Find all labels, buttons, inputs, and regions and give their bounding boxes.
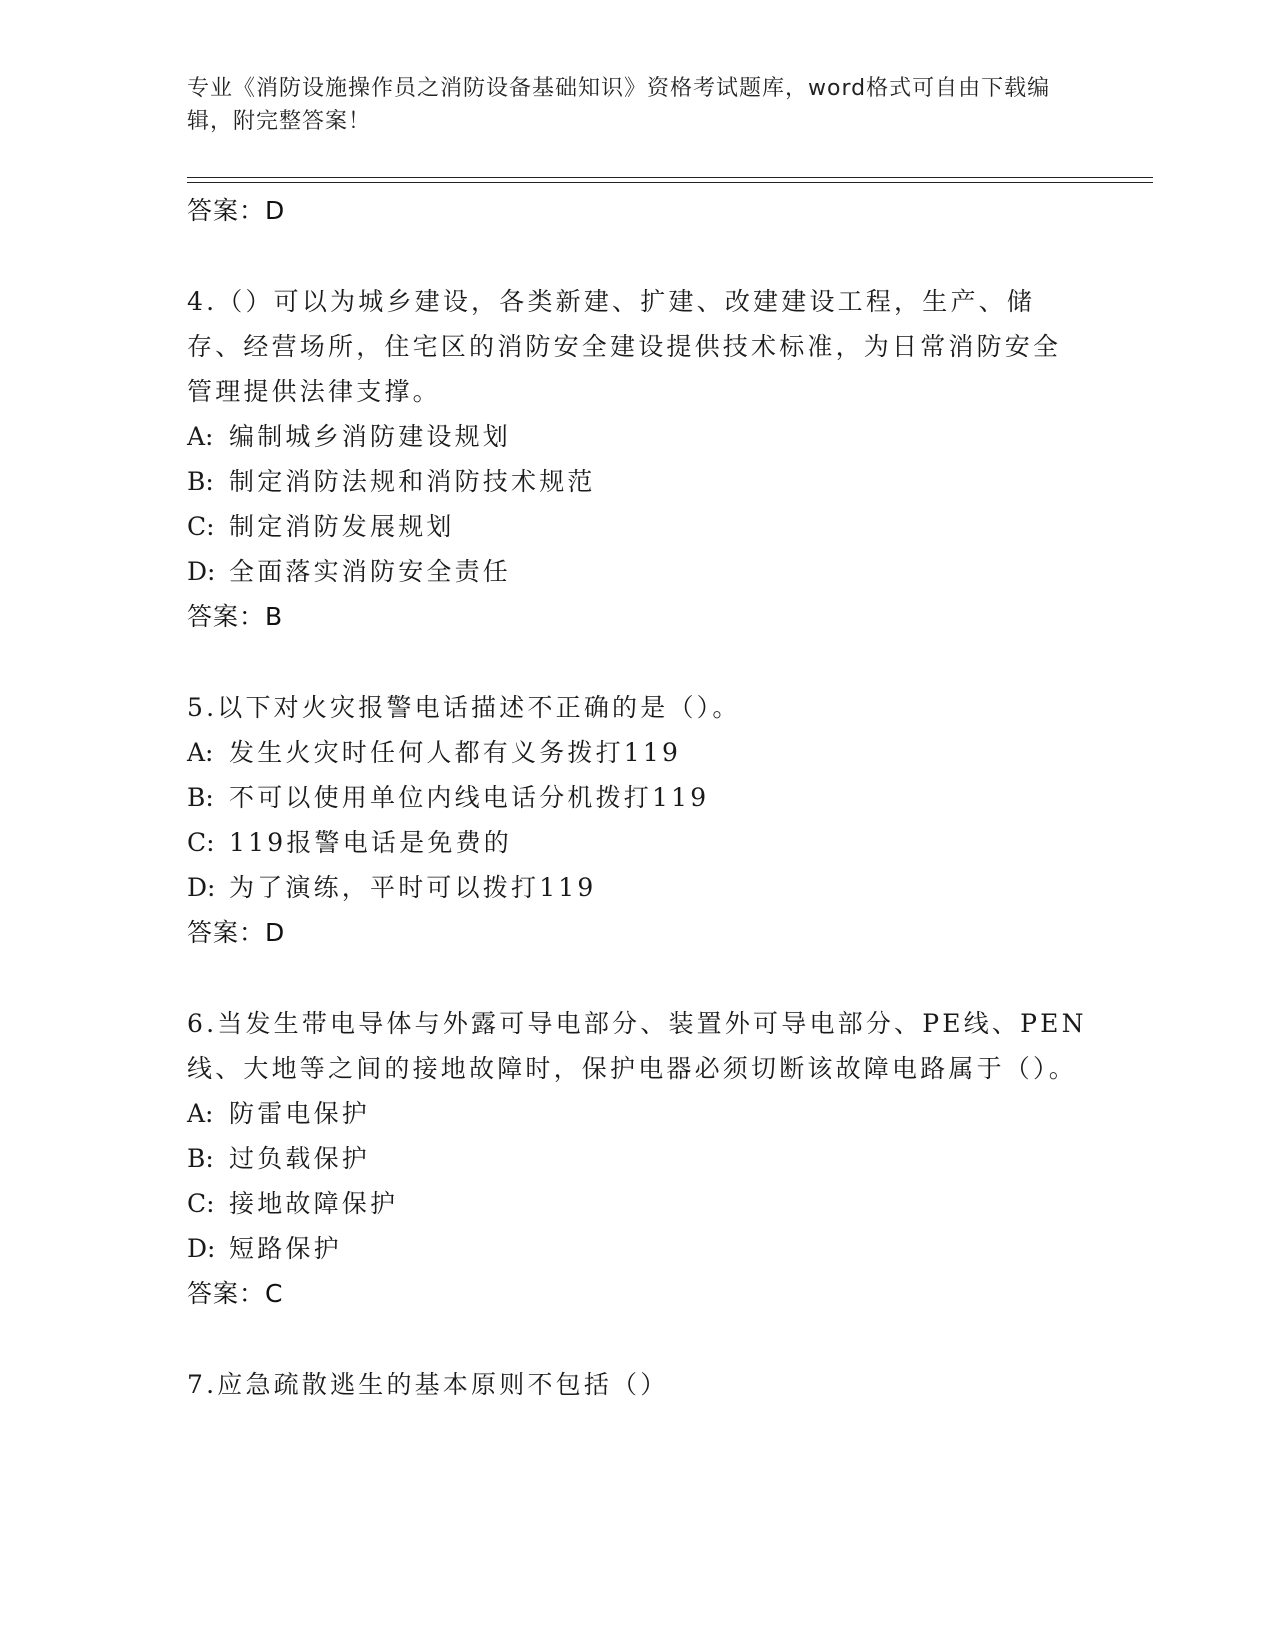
option-text: 制定消防法规和消防技术规范 xyxy=(229,467,596,496)
spacer xyxy=(187,640,1087,685)
option-letter: A: xyxy=(187,738,214,767)
answer-line: 答案：B xyxy=(187,602,284,631)
option-b xyxy=(187,775,1087,820)
option-letter: B: xyxy=(187,467,214,496)
option-text: 短路保护 xyxy=(229,1234,342,1263)
spacer xyxy=(187,234,1087,279)
option-a xyxy=(187,730,1087,775)
option-c xyxy=(187,1181,1087,1226)
option-c xyxy=(187,504,1087,549)
option-text: 119报警电话是免费的 xyxy=(229,828,512,857)
spacer xyxy=(187,1317,1087,1362)
option-text: 制定消防发展规划 xyxy=(229,512,455,541)
option-text: 为了演练，平时可以拨打119 xyxy=(229,873,597,902)
answer-line: 答案：C xyxy=(187,1279,284,1308)
answer-line: 答案：D xyxy=(187,918,286,947)
option-letter: B: xyxy=(187,1144,214,1173)
spacer xyxy=(187,956,1087,1001)
question-item xyxy=(187,1362,1087,1407)
option-a xyxy=(187,414,1087,459)
option-letter: B: xyxy=(187,783,214,812)
option-text: 过负载保护 xyxy=(229,1144,371,1173)
option-text: 防雷电保护 xyxy=(229,1099,371,1128)
option-letter: C: xyxy=(187,1189,215,1218)
header-divider xyxy=(187,177,1153,178)
option-text: 编制城乡消防建设规划 xyxy=(229,422,512,451)
option-text: 不可以使用单位内线电话分机拨打119 xyxy=(229,783,710,812)
question-stem: 5.以下对火灾报警电话描述不正确的是（）。 xyxy=(187,693,741,722)
option-letter: D: xyxy=(187,1234,216,1263)
option-text: 全面落实消防安全责任 xyxy=(229,557,512,586)
option-d xyxy=(187,549,1087,594)
option-letter: A: xyxy=(187,1099,214,1128)
option-letter: D: xyxy=(187,873,216,902)
option-letter: C: xyxy=(187,828,215,857)
option-text: 接地故障保护 xyxy=(229,1189,399,1218)
option-c xyxy=(187,820,1087,865)
option-b xyxy=(187,459,1087,504)
option-a xyxy=(187,1091,1087,1136)
page-header: 专业《消防设施操作员之消防设备基础知识》资格考试题库，word格式可自由下载编辑，附完整答案！ xyxy=(187,76,1051,134)
option-d xyxy=(187,1226,1087,1271)
option-text: 发生火灾时任何人都有义务拨打119 xyxy=(229,738,682,767)
option-letter: D: xyxy=(187,557,216,586)
option-b xyxy=(187,1136,1087,1181)
question-list xyxy=(187,188,1087,1407)
question-item xyxy=(187,1001,1087,1317)
question-item xyxy=(187,279,1087,640)
answer-line: 答案：D xyxy=(187,196,286,225)
option-letter: C: xyxy=(187,512,215,541)
question-stem: 6.当发生带电导体与外露可导电部分、装置外可导电部分、PE线、PEN线、大地等之间的接地故障时，保护电器必须切断该故障电路属于（）。 xyxy=(187,1009,1087,1083)
option-d xyxy=(187,865,1087,910)
header-divider-second xyxy=(187,182,1153,183)
question-item xyxy=(187,685,1087,956)
option-letter: A: xyxy=(187,422,214,451)
question-stem: 7.应急疏散逃生的基本原则不包括（） xyxy=(187,1370,669,1399)
question-stem: 4.（）可以为城乡建设，各类新建、扩建、改建建设工程，生产、储存、经营场所，住宅区的消防安全建设提供技术标准，为日常消防安全管理提供法律支撑。 xyxy=(187,287,1062,406)
